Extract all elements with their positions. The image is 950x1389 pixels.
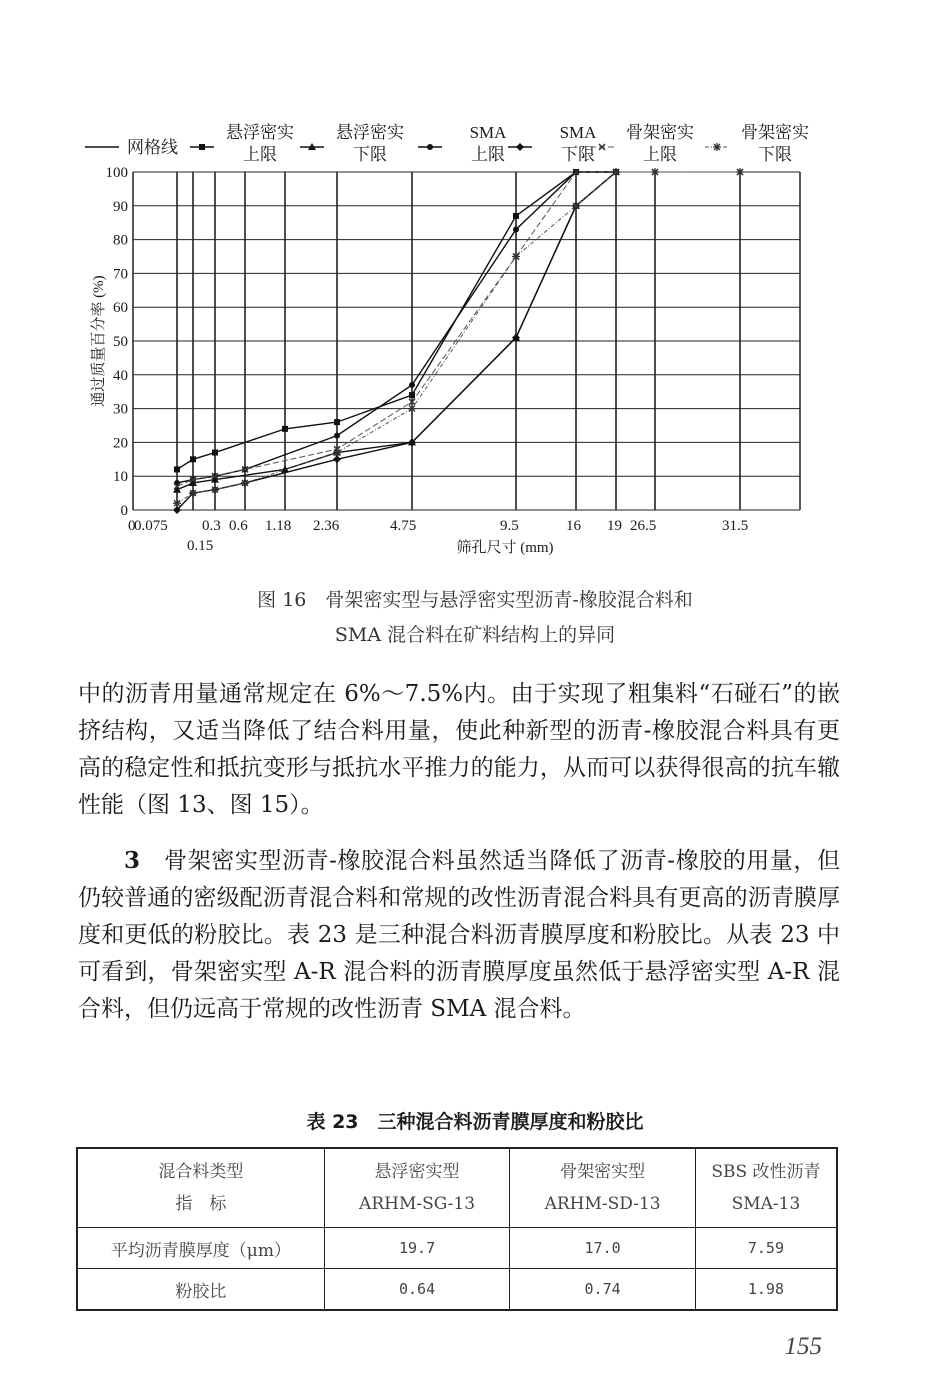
- y-tick-label: 20: [113, 435, 128, 452]
- page-number: 155: [784, 1333, 822, 1360]
- figure-caption-line2: SMA 混合料在矿料结构上的异同: [334, 624, 616, 646]
- table-row: [77, 1269, 837, 1311]
- x-tick-label: 0.6: [229, 518, 248, 534]
- x-tick-label: 0.3: [202, 518, 221, 534]
- y-tick-label: 40: [113, 367, 128, 384]
- chart-legend: [85, 123, 809, 164]
- data-point-star: [408, 405, 416, 413]
- figure-caption-line1: 图 16 骨架密实型与悬浮密实型沥青-橡胶混合料和: [257, 589, 693, 611]
- data-point-star: [736, 168, 744, 176]
- series-dot: [174, 169, 619, 486]
- table-header-text: 混合料类型: [158, 1162, 244, 1182]
- legend-label-line2: 下限: [758, 145, 792, 164]
- table-header-cell: [77, 1148, 324, 1228]
- table-header-cell: [695, 1148, 837, 1228]
- table-row-label: 平均沥青膜厚度（μm）: [77, 1228, 324, 1269]
- table-cell: 7.59: [695, 1228, 837, 1269]
- data-point-square: [174, 466, 180, 472]
- y-tick-label: 30: [113, 401, 128, 418]
- data-point-square: [409, 392, 415, 398]
- data-point-star: [572, 202, 580, 210]
- data-point-star: [173, 499, 181, 507]
- x-tick-label: 16: [566, 518, 581, 534]
- table-header-text: 悬浮密实型: [374, 1162, 460, 1182]
- data-point-square: [334, 419, 340, 425]
- data-point-star: [211, 486, 219, 494]
- series-line: [177, 172, 616, 483]
- data-point-square: [199, 144, 205, 150]
- x-tick-label: 19: [607, 518, 622, 534]
- x-tick-label: 26.5: [630, 518, 657, 534]
- table-row-label: 粉胶比: [77, 1269, 324, 1311]
- legend-label-line1: 骨架密实: [741, 123, 809, 142]
- table-cell: 1.98: [695, 1269, 837, 1311]
- y-tick-label: 0: [120, 503, 128, 519]
- legend-label-line2: 上限: [243, 145, 277, 164]
- data-point-star: [713, 143, 721, 151]
- legend-label-line1: 悬浮密实: [336, 123, 404, 142]
- y-tick-label: 90: [113, 198, 128, 215]
- table-header-text: 骨架密实型: [560, 1162, 646, 1182]
- table-header-text: ARHM-SD-13: [544, 1194, 661, 1214]
- table-header-row: [77, 1148, 837, 1228]
- data-point-star: [512, 253, 520, 261]
- y-tick-label: 70: [113, 266, 128, 283]
- paragraph-number: 3: [124, 847, 141, 874]
- paragraph-2-text: 骨架密实型沥青-橡胶混合料虽然适当降低了沥青-橡胶的用量，但仍较普通的密级配沥青混合料和常规的改性沥青混合料具有更高的沥青膜厚度和更低的粉胶比。表 23 是三种混合料沥青膜厚度和粉胶比。从表 23 中可看到，骨架密实型 A-R 混合料的沥青膜厚度虽然低于悬浮密实型 A-R 混合料，但仍远高于常规的改性沥青 SMA 混合料。: [78, 848, 840, 1022]
- y-tick-label: 80: [113, 232, 128, 249]
- legend-label-line2: 上限: [471, 145, 505, 164]
- data-point-dot: [513, 226, 519, 232]
- chart-grid: [133, 172, 800, 510]
- legend-item: [590, 123, 694, 164]
- x-tick-label: 0.075: [134, 518, 168, 534]
- table-header-text: 指 标: [175, 1194, 227, 1214]
- table-header-text: ARHM-SG-13: [359, 1194, 476, 1214]
- data-point-square: [190, 456, 196, 462]
- data-point-square: [513, 213, 519, 219]
- data-point-dot: [427, 144, 433, 150]
- table-cell: 0.64: [324, 1269, 510, 1311]
- x-tick-label: 4.75: [390, 518, 417, 534]
- table-cell: 17.0: [510, 1228, 696, 1269]
- data-point-square: [212, 450, 218, 456]
- y-tick-label: 10: [113, 469, 128, 486]
- y-tick-label: 100: [105, 165, 128, 181]
- legend-label-line1: 悬浮密实: [226, 123, 294, 142]
- x-tick-label: 1.18: [265, 518, 292, 534]
- data-point-diamond: [516, 143, 524, 151]
- legend-item: [190, 123, 294, 164]
- series-x: [174, 169, 743, 489]
- table-row: [77, 1228, 837, 1269]
- data-point-square: [282, 426, 288, 432]
- table-cell: 0.74: [510, 1269, 696, 1311]
- body-paragraph-2: [78, 842, 840, 1028]
- legend-item: [508, 123, 597, 164]
- legend-item: [705, 123, 809, 164]
- x-tick-label: 0.15: [187, 538, 214, 554]
- y-tick-label: 60: [113, 300, 128, 317]
- y-tick-label: 50: [113, 334, 128, 350]
- data-point-star: [612, 168, 620, 176]
- legend-label-line2: 下限: [353, 145, 387, 164]
- legend-label-line1: 骨架密实: [626, 123, 694, 142]
- table-title: 表 23 三种混合料沥青膜厚度和粉胶比: [306, 1111, 644, 1133]
- legend-item: [300, 123, 404, 164]
- x-tick-label: 9.5: [500, 518, 519, 534]
- y-axis-title: 通过质量百分率 (%): [91, 275, 107, 407]
- table-header-text: SMA-13: [731, 1194, 801, 1214]
- table-header-cell: [510, 1148, 696, 1228]
- series-star: [173, 168, 744, 507]
- series-square: [174, 169, 619, 472]
- x-tick-label: 2.36: [313, 518, 340, 534]
- gradation-chart: [0, 110, 950, 570]
- series-line: [177, 172, 616, 469]
- x-tick-label: 31.5: [722, 518, 749, 534]
- legend-label-line1: SMA: [469, 123, 507, 142]
- legend-item: [85, 138, 178, 157]
- x-tick-label: 0: [128, 518, 136, 534]
- legend-label: 网格线: [127, 138, 178, 157]
- table-header-text: SBS 改性沥青: [711, 1162, 821, 1182]
- table-cell: 19.7: [324, 1228, 510, 1269]
- table-header-cell: [324, 1148, 510, 1228]
- data-point-dot: [409, 382, 415, 388]
- data-point-star: [333, 449, 341, 457]
- x-axis-title: 筛孔尺寸 (mm): [456, 540, 554, 556]
- legend-label-line1: SMA: [559, 123, 597, 142]
- data-point-star: [241, 479, 249, 487]
- legend-label-line2: 下限: [561, 145, 595, 164]
- legend-item: [418, 123, 507, 164]
- data-point-star: [189, 489, 197, 497]
- legend-label-line2: 上限: [643, 145, 677, 164]
- data-point-dot: [334, 433, 340, 439]
- body-paragraph-1: 中的沥青用量通常规定在 6%～7.5%内。由于实现了粗集料“石碰石”的嵌挤结构，又适当降低了结合料用量，使此种新型的沥青-橡胶混合料具有更高的稳定性和抵抗变形与抵抗水平推力的能力，从而可以获得很高的抗车辙性能（图 13、图 15）。: [78, 681, 840, 818]
- data-point-star: [651, 168, 659, 176]
- data-table: [76, 1147, 838, 1311]
